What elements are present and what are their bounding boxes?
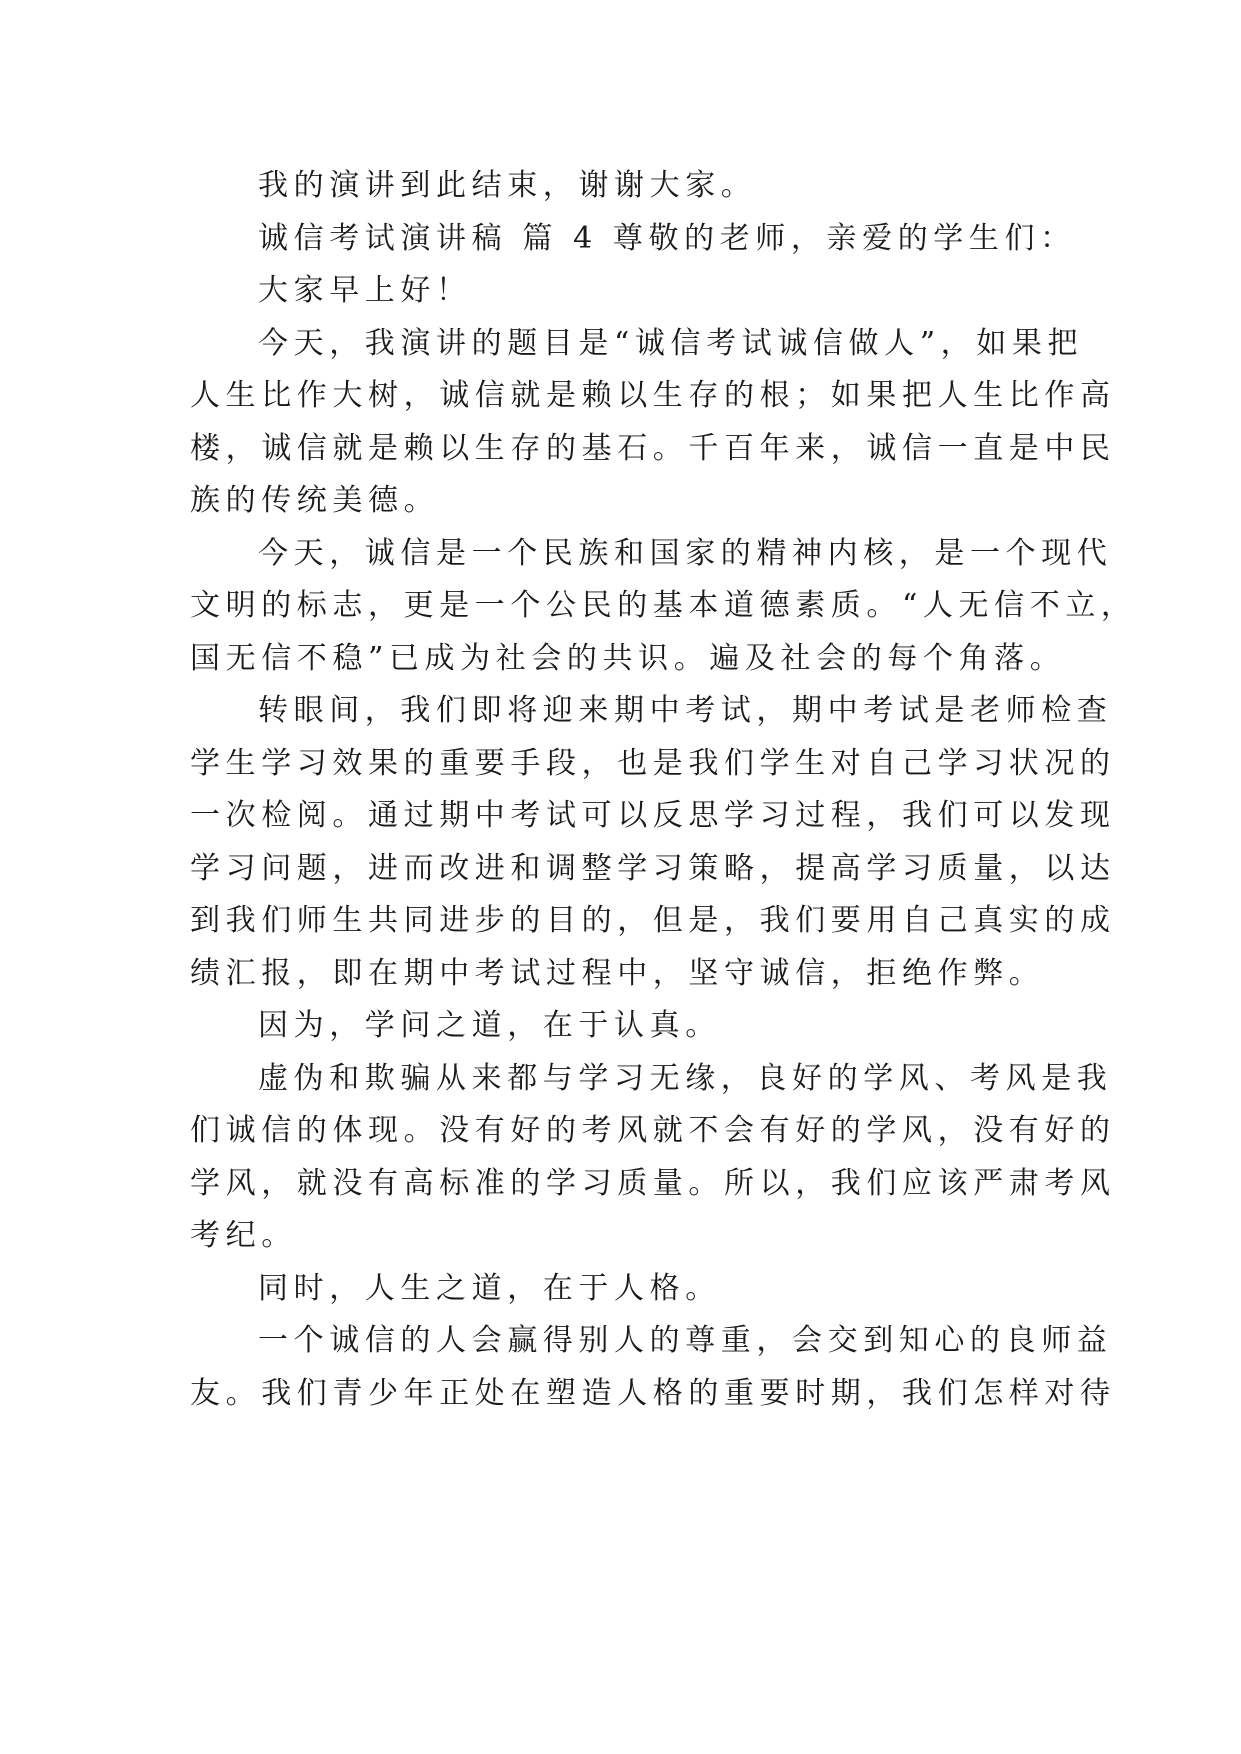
text-line: 族的传统美德。 bbox=[190, 483, 440, 518]
text-line: 因为，学问之道，在于认真。 bbox=[258, 1008, 721, 1043]
text-line: 一个诚信的人会赢得别人的尊重，会交到知心的良师益 bbox=[258, 1323, 1113, 1358]
text-line: 们诚信的体现。没有好的考风就不会有好的学风，没有好的 bbox=[190, 1113, 1116, 1148]
text-line: 转眼间，我们即将迎来期中考试，期中考试是老师检查 bbox=[258, 693, 1113, 728]
text-line: 学风，就没有高标准的学习质量。所以，我们应该严肃考风 bbox=[190, 1165, 1116, 1201]
text-line: 今天，诚信是一个民族和国家的精神内核，是一个现代 bbox=[258, 535, 1113, 571]
text-line: 诚信考试演讲稿 篇 4 尊敬的老师，亲爱的学生们： bbox=[258, 220, 1076, 256]
text-line: 友。我们青少年正处在塑造人格的重要时期，我们怎样对待 bbox=[190, 1375, 1116, 1411]
text-line: 大家早上好！ bbox=[258, 273, 472, 308]
text-line: 今天，我演讲的题目是“诚信考试诚信做人”，如果把 bbox=[258, 325, 1084, 361]
text-line: 考纪。 bbox=[190, 1218, 297, 1253]
text-line: 楼，诚信就是赖以生存的基石。千百年来，诚信一直是中民 bbox=[190, 430, 1116, 466]
text-line: 虚伪和欺骗从来都与学习无缘，良好的学风、考风是我 bbox=[258, 1060, 1113, 1096]
text-line: 文明的标志，更是一个公民的基本道德素质。“人无信不立， bbox=[190, 588, 1137, 623]
text-line: 学生学习效果的重要手段，也是我们学生对自己学习状况的 bbox=[190, 745, 1116, 781]
text-line: 到我们师生共同进步的目的，但是，我们要用自己真实的成 bbox=[190, 903, 1116, 938]
text-line: 绩汇报，即在期中考试过程中，坚守诚信，拒绝作弊。 bbox=[190, 955, 1045, 991]
text-line: 国无信不稳”已成为社会的共识。遍及社会的每个角落。 bbox=[190, 640, 1066, 676]
text-line: 人生比作大树，诚信就是赖以生存的根；如果把人生比作高 bbox=[190, 378, 1116, 413]
text-line: 同时，人生之道，在于人格。 bbox=[258, 1270, 721, 1306]
speech-text-block bbox=[190, 160, 1137, 1420]
text-line: 学习问题，进而改进和调整学习策略，提高学习质量，以达 bbox=[190, 850, 1116, 886]
text-line: 我的演讲到此结束，谢谢大家。 bbox=[258, 168, 757, 203]
text-line: 一次检阅。通过期中考试可以反思学习过程，我们可以发现 bbox=[190, 798, 1116, 833]
